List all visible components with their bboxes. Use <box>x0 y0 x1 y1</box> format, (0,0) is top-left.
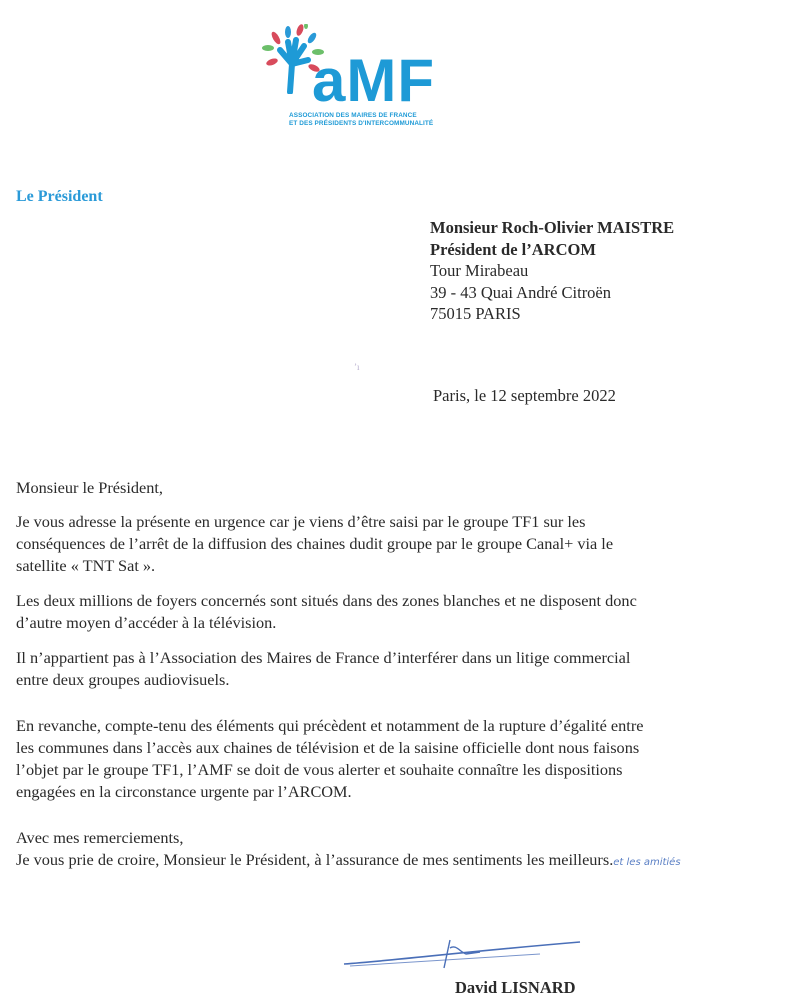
paragraph-line: En revanche, compte-tenu des éléments qui précèdent et notamment de la rupture d’égalité entre <box>16 716 644 735</box>
recipient-title: Président de l’ARCOM <box>430 239 596 259</box>
address-line: 39 - 43 Quai André Citroën <box>430 282 612 302</box>
logo-subtitle-1: ASSOCIATION DES MAIRES DE FRANCE <box>289 112 417 119</box>
signatory-name: David LISNARD <box>455 978 576 997</box>
closing-line <box>16 849 796 874</box>
paragraph-line: conséquences de l’arrêt de la diffusion des chaines dudit groupe par le groupe Canal+ via le <box>16 534 614 553</box>
paragraph-line: les communes dans l’accès aux chaines de télévision et de la saisine officielle dont nous faisons <box>16 738 640 757</box>
salutation: Monsieur le Président, <box>16 478 163 497</box>
date-line: Paris, le 12 septembre 2022 <box>433 386 616 405</box>
logo-wordmark: aMF <box>312 47 435 114</box>
paragraph-line: engagées en la circonstance urgente par l’ARCOM. <box>16 782 352 801</box>
recipient-address <box>430 217 674 325</box>
paragraph-line: entre deux groupes audiovisuels. <box>16 670 230 689</box>
letter-body <box>16 477 796 887</box>
paragraph-line: Je vous adresse la présente en urgence car je viens d’être saisi par le groupe TF1 sur les <box>16 512 586 531</box>
signature <box>340 930 590 975</box>
address-line: 75015 PARIS <box>430 304 521 323</box>
amf-logo <box>262 24 472 134</box>
paragraph <box>16 511 796 577</box>
paragraph <box>16 590 796 634</box>
closing-line: Avec mes remerciements, <box>16 828 184 847</box>
paragraph-line: Les deux millions de foyers concernés sont situés dans des zones blanches et ne disposent donc <box>16 591 637 610</box>
closing <box>16 827 796 874</box>
sender-title: Le Président <box>16 188 103 205</box>
paragraph-line: d’autre moyen d’accéder à la télévision. <box>16 613 277 632</box>
paragraph-line: Il n’appartient pas à l’Association des Maires de France d’interférer dans un litige commercial <box>16 648 631 667</box>
paragraph-line: l’objet par le groupe TF1, l’AMF se doit de vous alerter et souhaite connaître les dispositions <box>16 760 623 779</box>
scan-mark: ʼı <box>354 362 360 372</box>
paragraph <box>16 647 796 691</box>
logo-subtitle-2: ET DES PRÉSIDENTS D'INTERCOMMUNALITÉ <box>289 120 434 127</box>
paragraph-line: satellite « TNT Sat ». <box>16 556 156 575</box>
closing-text: Je vous prie de croire, Monsieur le Président, à l’assurance de mes sentiments les meilleurs. <box>16 850 614 869</box>
handwritten-note: et les amitiés <box>613 857 681 868</box>
address-line: Tour Mirabeau <box>430 261 529 280</box>
paragraph <box>16 715 796 803</box>
recipient-name: Monsieur Roch-Olivier MAISTRE <box>430 218 675 237</box>
